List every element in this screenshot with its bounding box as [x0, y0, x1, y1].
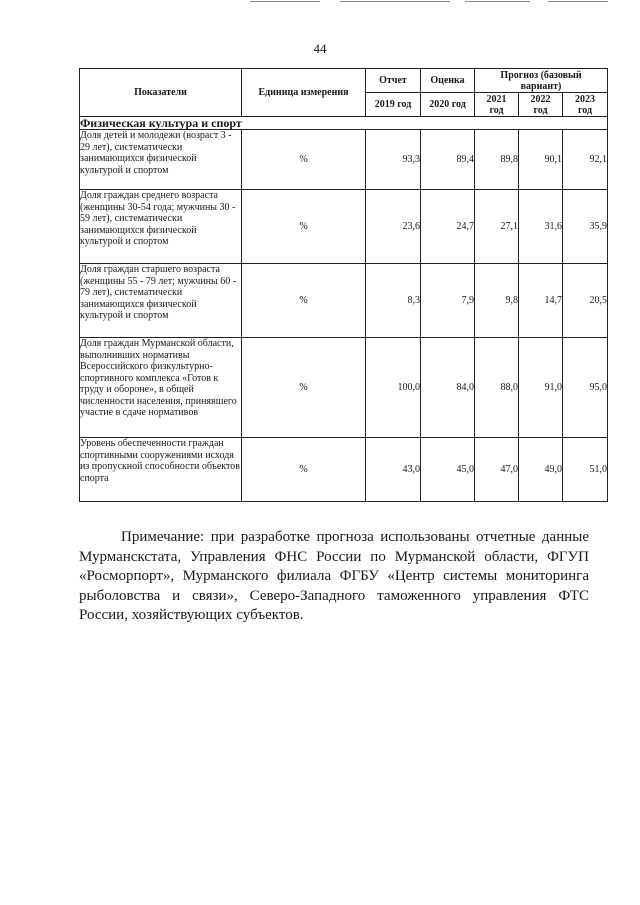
value-2023: 35,9	[563, 190, 608, 264]
value-2022: 91,0	[519, 338, 563, 438]
header-forecast: Прогноз (базовый вариант)	[475, 69, 608, 93]
section-title: Физическая культура и спорт	[80, 117, 608, 130]
value-2020: 84,0	[421, 338, 475, 438]
row-unit: %	[242, 190, 366, 264]
value-2023: 20,5	[563, 264, 608, 338]
top-rule	[250, 1, 320, 2]
value-2023: 95,0	[563, 338, 608, 438]
value-2023: 92,1	[563, 130, 608, 190]
value-2019: 23,6	[366, 190, 421, 264]
table-row	[80, 264, 608, 338]
table-row	[80, 130, 608, 190]
value-2022: 49,0	[519, 438, 563, 502]
value-2021: 88,0	[475, 338, 519, 438]
value-2021: 47,0	[475, 438, 519, 502]
row-indicator: Доля граждан среднего возраста (женщины 30-54 года; мужчины 30 - 59 лет), систематически занимающихся физической культурой и спортом	[80, 190, 242, 264]
value-2022: 31,6	[519, 190, 563, 264]
header-year-2022: 2022 год	[519, 93, 563, 117]
row-unit: %	[242, 438, 366, 502]
row-indicator: Доля граждан старшего возраста (женщины 55 - 79 лет; мужчины 60 - 79 лет), систематически занимающихся физической культурой и спортом	[80, 264, 242, 338]
header-year-2019: 2019 год	[366, 93, 421, 117]
note-paragraph: Примечание: при разработке прогноза использованы отчетные данные Мурманскстата, Управления ФНС России по Мурманской области, ФГУП «Росморпорт», Мурманского филиала ФГБУ «Центр системы мониторинга рыболовства и связи», Северо-Западного таможенного управления ФТС России, хозяйствующих субъектов.	[79, 529, 589, 623]
row-unit: %	[242, 130, 366, 190]
value-2020: 45,0	[421, 438, 475, 502]
value-2021: 27,1	[475, 190, 519, 264]
value-2020: 89,4	[421, 130, 475, 190]
row-unit: %	[242, 264, 366, 338]
top-rule	[465, 1, 530, 2]
header-year-2020: 2020 год	[421, 93, 475, 117]
indicators-table	[79, 68, 608, 502]
row-indicator: Уровень обеспеченности граждан спортивными сооружениями исходя из пропускной способности объектов спорта	[80, 438, 242, 502]
value-2021: 89,8	[475, 130, 519, 190]
top-rule	[340, 1, 450, 2]
value-2020: 7,9	[421, 264, 475, 338]
table-row	[80, 190, 608, 264]
header-report: Отчет	[366, 69, 421, 93]
value-2023: 51,0	[563, 438, 608, 502]
value-2019: 93,3	[366, 130, 421, 190]
row-indicator: Доля детей и молодежи (возраст 3 - 29 лет), систематически занимающихся физической культурой и спортом	[80, 130, 242, 190]
header-estimate: Оценка	[421, 69, 475, 93]
header-unit: Единица измерения	[242, 69, 366, 117]
value-2019: 100,0	[366, 338, 421, 438]
table-row	[80, 338, 608, 438]
row-indicator: Доля граждан Мурманской области, выполнивших нормативы Всероссийского физкультурно-спортивного комплекса «Готов к труду и обороне», в общей численности населения, принявшего участие в сдаче нормативов	[80, 338, 242, 438]
table-row	[80, 438, 608, 502]
row-unit: %	[242, 338, 366, 438]
value-2022: 14,7	[519, 264, 563, 338]
top-rule	[548, 1, 608, 2]
value-2021: 9,8	[475, 264, 519, 338]
header-year-2023: 2023 год	[563, 93, 608, 117]
value-2022: 90,1	[519, 130, 563, 190]
value-2019: 43,0	[366, 438, 421, 502]
page-number: 44	[313, 41, 327, 56]
header-indicator: Показатели	[80, 69, 242, 117]
value-2020: 24,7	[421, 190, 475, 264]
value-2019: 8,3	[366, 264, 421, 338]
header-year-2021: 2021 год	[475, 93, 519, 117]
